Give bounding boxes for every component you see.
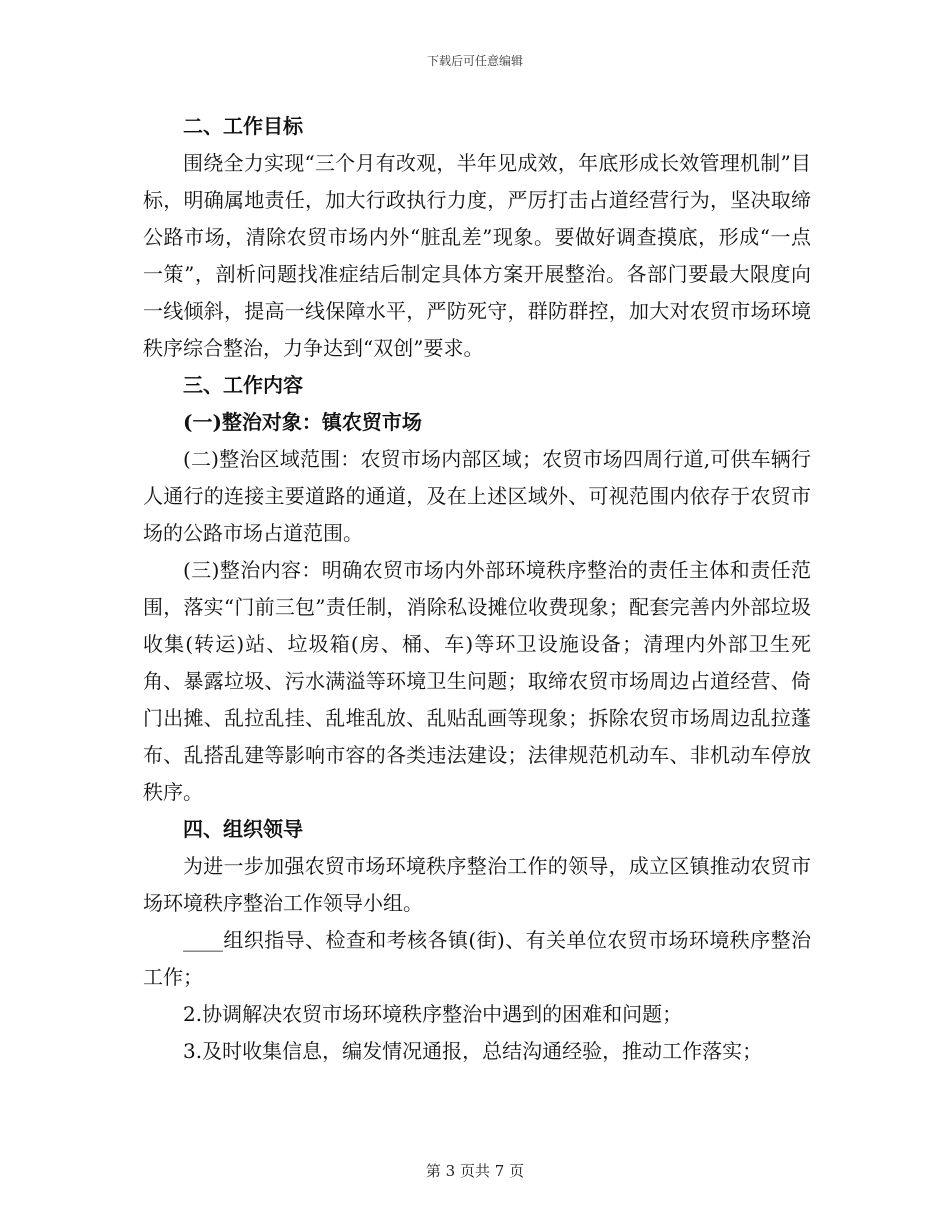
page-header: 下载后可任意编辑 [426, 54, 523, 68]
paragraph-scope: (二)整治区域范围：农贸市场内部区域；农贸市场四周行道,可供车辆行人通行的连接主要道路的通道，及在上述区域外、可视范围内依存于农贸市场的公路市场占道范围。 [143, 447, 811, 545]
subheading-target: (一)整治对象：镇农贸市场 [183, 410, 422, 434]
paragraph-leadership: 为进一步加强农贸市场环境秩序整治工作的领导，成立区镇推动农贸市场环境秩序整治工作领导小组。 [143, 854, 811, 915]
paragraph-content: (三)整治内容：明确农贸市场内外部环境秩序整治的责任主体和责任范围，落实“门前三包”责任制，消除私设摊位收费现象；配套完善内外部垃圾收集(转运)站、垃圾箱(房、桶、车)等环卫设施设备；清理内外部卫生死角、暴露垃圾、污水满溢等环境卫生问题；取缔农贸市场周边占道经营、倚门出摊、乱拉乱挂、乱堆乱放、乱贴乱画等现象；拆除农贸市场周边乱拉蓬布、乱搭乱建等影响市容的各类违法建设；法律规范机动车、非机动车停放秩序。 [143, 558, 811, 804]
paragraph-goals: 围绕全力实现“三个月有改观，半年见成效，年底形成长效管理机制”目标，明确属地责任，加大行政执行力度，严厉打击占道经营行为，坚决取缔公路市场，清除农贸市场内外“脏乱差”现象。要做好调查摸底，形成“一点一策”，剖析问题找准症结后制定具体方案开展整治。各部门要最大限度向一线倾斜，提高一线保障水平，严防死守，群防群控，加大对农贸市场环境秩序综合整治，力争达到“双创”要求。 [143, 151, 811, 360]
section-heading-leadership: 四、组织领导 [183, 817, 303, 841]
document-body [143, 108, 811, 1070]
section-heading-goals: 二、工作目标 [183, 114, 303, 138]
list-item-1: ____组织指导、检查和考核各镇(街)、有关单位农贸市场环境秩序整治工作； [143, 928, 811, 989]
list-item-2: 2.协调解决农贸市场环境秩序整治中遇到的困难和问题； [183, 1002, 683, 1026]
page-footer: 第 3 页共 7 页 [425, 1162, 525, 1180]
section-heading-content: 三、工作内容 [183, 373, 303, 397]
list-item-3: 3.及时收集信息，编发情况通报，总结沟通经验，推动工作落实； [183, 1039, 763, 1063]
